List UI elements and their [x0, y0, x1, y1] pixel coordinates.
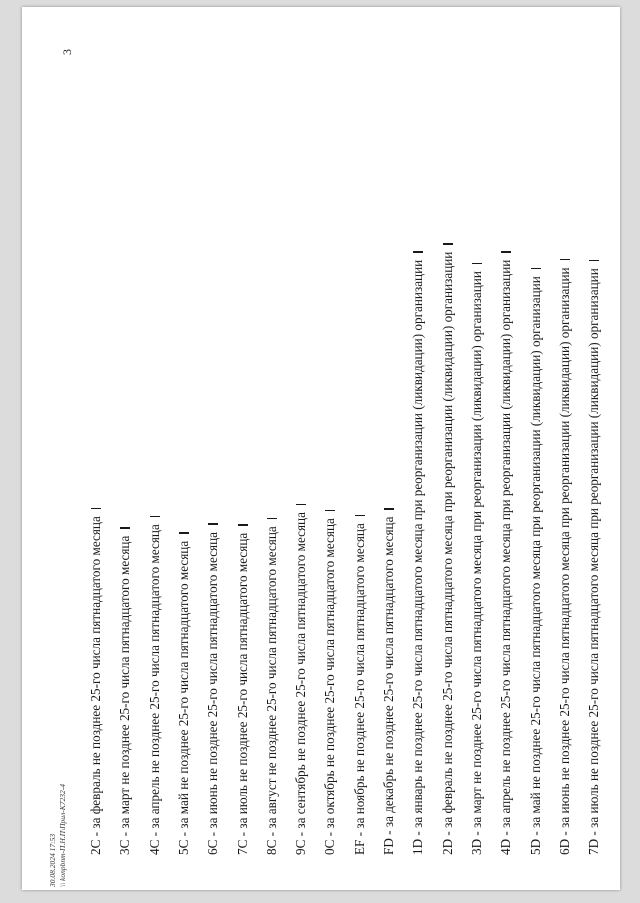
item-code: 4С: [146, 839, 162, 855]
end-marker: [472, 263, 482, 265]
item-code: 6D: [556, 838, 572, 855]
item-separator: -: [234, 828, 250, 840]
item-separator: -: [293, 828, 309, 840]
item-code: EF: [351, 839, 367, 855]
list-item: [410, 251, 426, 855]
list-item: [88, 508, 104, 855]
item-text: за август не позднее 25-го числа пятнадцатого месяца: [263, 526, 279, 829]
item-text: за июль не позднее 25-го числа пятнадцатого месяца: [234, 532, 250, 829]
item-text: за октябрь не позднее 25-го числа пятнадцатого месяца: [322, 518, 338, 829]
item-code: 0С: [322, 839, 338, 855]
end-marker: [501, 251, 511, 253]
item-text: за июль не позднее 25-го числа пятнадцатого месяца при реорганизации (ликвидации) организации: [586, 268, 602, 828]
rotated-content: [48, 49, 608, 887]
item-code: FD: [381, 838, 396, 855]
end-marker: [91, 508, 101, 510]
item-separator: -: [175, 828, 191, 840]
item-separator: -: [88, 828, 103, 840]
list-item: [352, 515, 368, 855]
item-separator: -: [322, 828, 338, 840]
item-code: 6С: [205, 839, 221, 855]
end-marker: [267, 518, 277, 520]
end-marker: [560, 259, 570, 261]
item-separator: -: [556, 827, 572, 839]
list-item: [117, 527, 133, 855]
list-item: [205, 523, 221, 855]
list-item: [235, 524, 251, 855]
item-text: за ноябрь не позднее 25-го числа пятнадцатого месяца: [351, 523, 367, 829]
end-marker: [208, 523, 218, 525]
list-item: [147, 516, 163, 855]
item-code: 7D: [586, 838, 602, 855]
item-code: 5D: [527, 838, 543, 855]
item-text: за февраль не позднее 25-го числа пятнадцатого месяца: [88, 516, 103, 829]
item-separator: -: [263, 828, 279, 840]
print-stamp: [48, 784, 68, 887]
item-text: за май не позднее 25-го числа пятнадцатого месяца: [175, 540, 191, 829]
list-item: [557, 259, 573, 855]
end-marker: [238, 524, 248, 526]
item-separator: -: [205, 828, 221, 840]
item-separator: -: [468, 827, 484, 839]
item-separator: -: [381, 827, 396, 839]
item-separator: -: [117, 828, 133, 840]
list-item: [381, 508, 397, 855]
end-marker: [384, 508, 394, 510]
end-marker: [120, 527, 130, 529]
item-text: за февраль не позднее 25-го числа пятнадцатого месяца при реорганизации (ликвидации) организации: [439, 251, 455, 828]
end-marker: [413, 251, 423, 253]
end-marker: [355, 515, 365, 517]
end-marker: [443, 243, 453, 245]
list-item: [528, 268, 544, 855]
page-number: 3: [60, 49, 74, 55]
item-separator: -: [527, 827, 543, 839]
item-code: 3D: [468, 838, 484, 855]
item-code: 8С: [263, 839, 279, 855]
list-item: [322, 510, 338, 855]
end-marker: [531, 268, 541, 270]
item-code: 3С: [117, 839, 133, 855]
item-text: за июнь не позднее 25-го числа пятнадцатого месяца: [205, 531, 221, 829]
item-text: за апрель не позднее 25-го числа пятнадцатого месяца при реорганизации (ликвидации) организации: [498, 259, 514, 828]
list-item: [440, 243, 456, 855]
end-marker: [589, 260, 599, 262]
item-separator: -: [351, 828, 367, 840]
item-code: 2С: [88, 839, 103, 855]
document-page: [22, 7, 620, 890]
item-code: 2D: [439, 838, 455, 855]
stamp-path: \\ konpbnm-П.Н.П\Прил-К7232-4: [58, 783, 67, 887]
item-code: 5С: [175, 839, 191, 855]
item-separator: -: [146, 828, 162, 840]
list-item: [469, 263, 485, 855]
item-code: 4D: [498, 838, 514, 855]
end-marker: [325, 510, 335, 512]
item-text: за сентябрь не позднее 25-го числа пятнадцатого месяца: [293, 512, 309, 829]
item-separator: -: [586, 827, 602, 839]
list-item: [176, 532, 192, 855]
item-code: 7С: [234, 839, 250, 855]
list-item: [264, 518, 280, 855]
item-separator: -: [498, 827, 514, 839]
list-item: [498, 251, 514, 855]
item-text: за апрель не позднее 25-го числа пятнадцатого месяца: [146, 524, 162, 829]
end-marker: [150, 516, 160, 518]
item-separator: -: [410, 827, 426, 839]
item-text: за май не позднее 25-го числа пятнадцатого месяца при реорганизации (ликвидации) организации: [527, 276, 543, 828]
item-text: за декабрь не позднее 25-го числа пятнадцатого месяца: [381, 516, 396, 828]
stamp-timestamp: 30.08.2024 17:53: [48, 833, 57, 887]
item-separator: -: [439, 827, 455, 839]
item-text: за январь не позднее 25-го числа пятнадцатого месяца при реорганизации (ликвидации) организации: [410, 259, 426, 828]
item-text: за июнь не позднее 25-го числа пятнадцатого месяца при реорганизации (ликвидации) организации: [556, 267, 572, 828]
list-item: [293, 504, 309, 855]
item-code: 9С: [293, 839, 309, 855]
item-code: 1D: [410, 838, 426, 855]
item-text: за март не позднее 25-го числа пятнадцатого месяца при реорганизации (ликвидации) организации: [468, 271, 484, 828]
item-text: за март не позднее 25-го числа пятнадцатого месяца: [117, 535, 133, 829]
list-item: [586, 260, 602, 855]
end-marker: [179, 532, 189, 534]
end-marker: [296, 504, 306, 506]
